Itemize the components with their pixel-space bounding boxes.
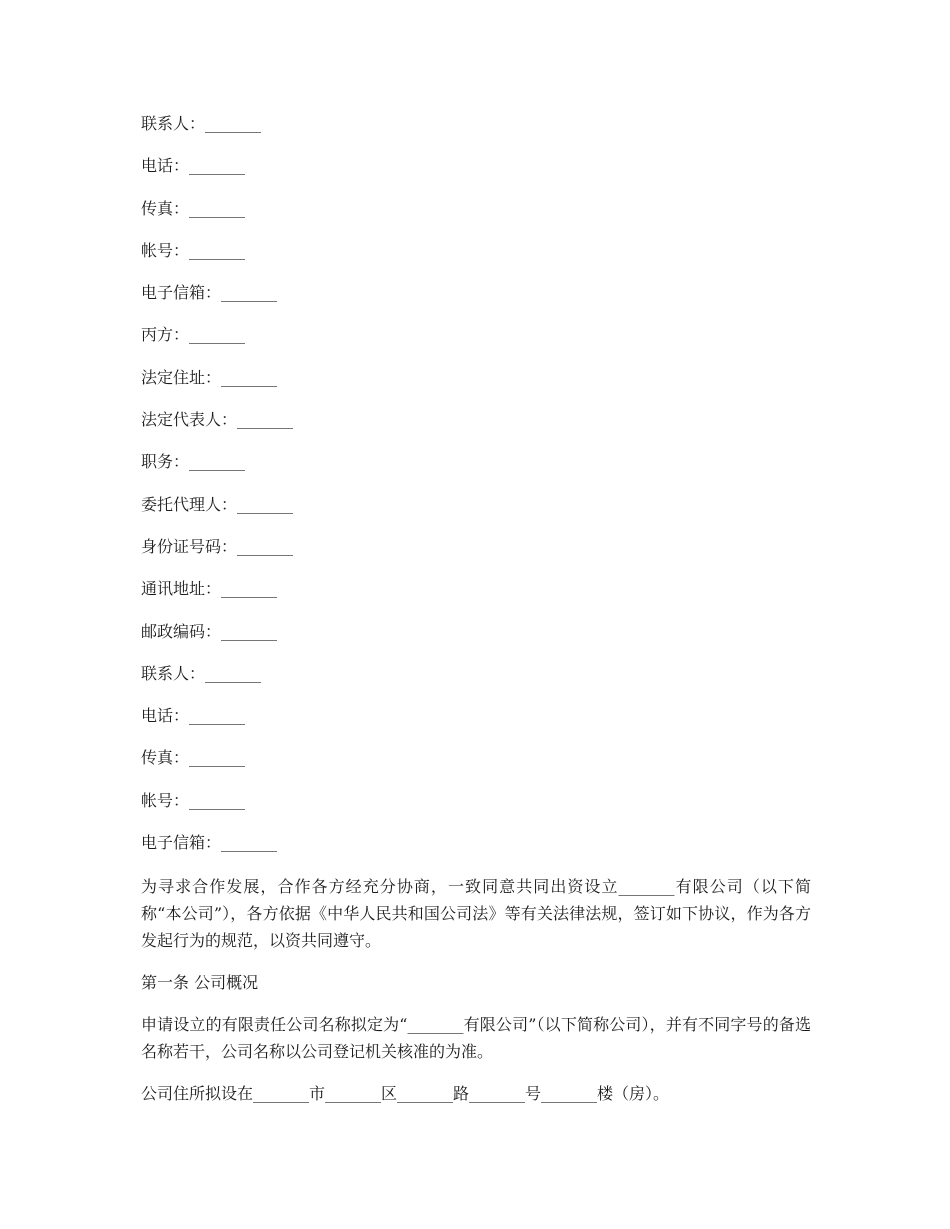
field-party-c: 丙方：_______	[141, 325, 246, 345]
field-phone-2: 电话：_______	[141, 706, 246, 726]
company-address-paragraph: 公司住所拟设在_______市_______区_______路_______号_______楼（房）。	[141, 1084, 670, 1104]
field-account: 帐号：_______	[141, 240, 246, 260]
article-one-heading: 第一条 公司概况	[141, 973, 259, 993]
field-account-2: 帐号：_______	[141, 790, 246, 810]
field-contact-person: 联系人：_______	[141, 114, 262, 133]
field-id-number: 身份证号码：_______	[141, 536, 294, 556]
document-page	[141, 112, 811, 1122]
field-email-2: 电子信箱：_______	[141, 833, 278, 853]
field-contact-person-2: 联系人：_______	[141, 663, 262, 683]
field-position: 职务：_______	[141, 452, 246, 472]
field-fax-2: 传真：_______	[141, 748, 246, 768]
field-phone: 电话：_______	[141, 156, 246, 176]
field-mailing-address: 通讯地址：_______	[141, 579, 278, 599]
field-legal-address: 法定住址：_______	[141, 367, 278, 387]
intro-paragraph: 为寻求合作发展，合作各方经充分协商，一致同意共同出资设立_______有限公司（以下简称“本公司”），各方依据《中华人民共和国公司法》等有关法律法规，签订如下协议，作为各方发起行为的规范，以资共同遵守。	[141, 877, 811, 951]
field-authorized-agent: 委托代理人：_______	[141, 494, 294, 514]
field-postal-code: 邮政编码：_______	[141, 621, 278, 641]
field-email: 电子信箱：_______	[141, 283, 278, 303]
field-legal-representative: 法定代表人：_______	[141, 410, 294, 430]
company-name-paragraph: 申请设立的有限责任公司名称拟定为“_______有限公司”（以下简称公司），并有不同字号的备选名称若干，公司名称以公司登记机关核准的为准。	[141, 1015, 811, 1062]
field-fax: 传真：_______	[141, 198, 246, 218]
